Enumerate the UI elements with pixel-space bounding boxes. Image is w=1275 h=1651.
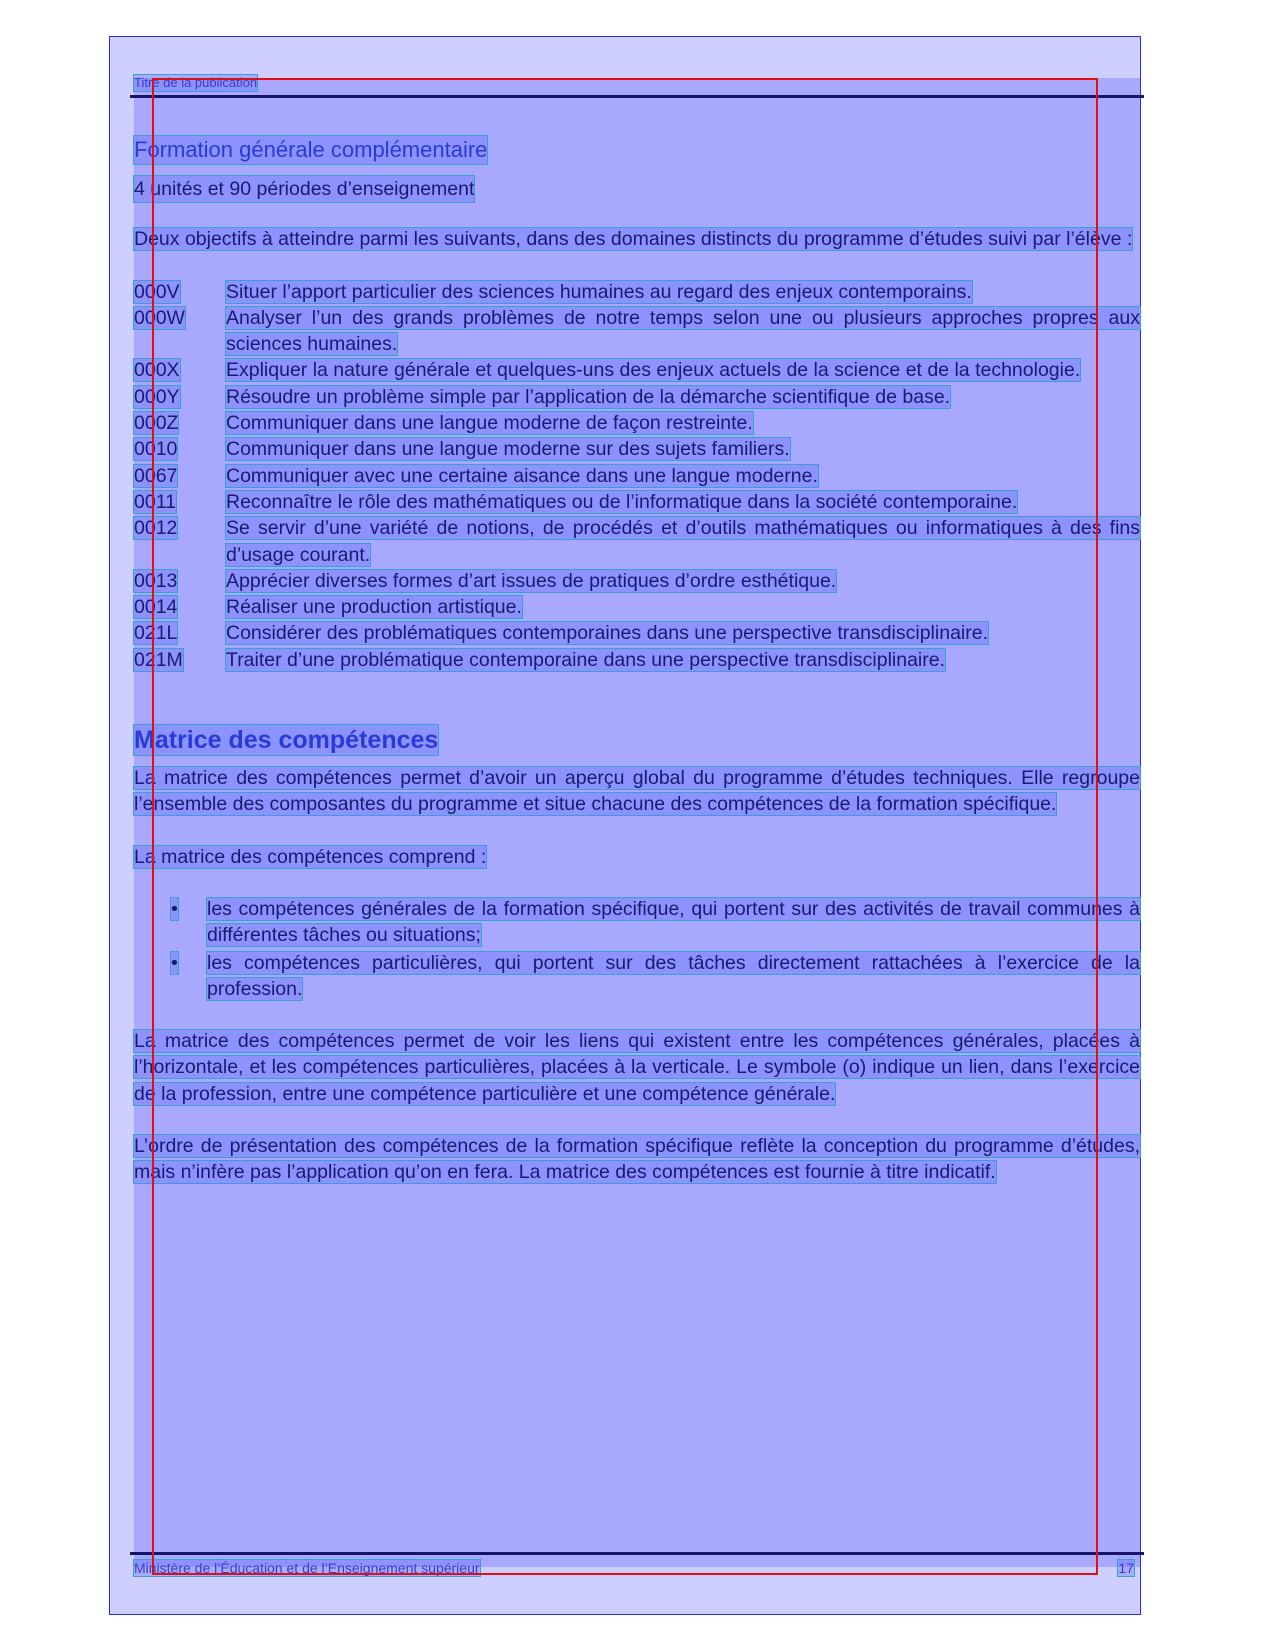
competency-code: 0012: [134, 517, 178, 540]
competency-text: Situer l’apport particulier des sciences humaines au regard des enjeux contemporains.: [226, 280, 972, 303]
page-number: 17: [1118, 1560, 1134, 1576]
competency-text: Apprécier diverses formes d’art issues de pratiques d’ordre esthétique.: [226, 569, 837, 592]
competency-text: Communiquer avec une certaine aisance dans une langue moderne.: [226, 464, 818, 487]
competency-text: Expliquer la nature générale et quelques-uns des enjeux actuels de la science et de la technologie.: [226, 359, 1081, 382]
competency-text: Réaliser une production artistique.: [226, 596, 522, 619]
bullet-text: les compétences particulières, qui portent sur des tâches directement rattachées à l’exercice de la profession.: [207, 951, 1140, 1000]
competency-row: [134, 410, 1140, 436]
matrice-paragraph-2: [134, 844, 1140, 870]
competency-row: [134, 568, 1140, 594]
competency-text: Communiquer dans une langue moderne de façon restreinte.: [226, 412, 753, 435]
matrice-paragraph-3-text: La matrice des compétences permet de voir les liens qui existent entre les compétences générales, placées à l’horizontale, et les compétences particulières, placées à la verticale. Le symbole (o) indique un lien, dans l’exercice de la profession, entre une compétence particulière et une compétence générale.: [134, 1030, 1140, 1105]
competency-row: [134, 647, 1140, 673]
list-item: [134, 950, 1140, 1003]
competency-row: [134, 305, 1140, 358]
bullet-icon: •: [171, 951, 178, 974]
competency-text: Se servir d’une variété de notions, de procédés et d’outils mathématiques ou informatiques à des fins d’usage courant.: [226, 517, 1140, 566]
matrice-paragraph-1: [134, 765, 1140, 818]
footer-rule: [130, 1552, 1144, 1555]
competency-row: [134, 436, 1140, 462]
footer-ministry: Ministère de l’Éducation et de l’Enseignement supérieur: [134, 1560, 480, 1576]
formation-subtitle: 4 unités et 90 périodes d’enseignement: [134, 176, 474, 202]
bullet-text: les compétences générales de la formation spécifique, qui portent sur des activités de travail communes à différentes tâches ou situations;: [207, 897, 1140, 947]
bullet-icon: •: [171, 897, 178, 920]
competency-code: 000X: [134, 359, 180, 382]
competency-code: 000Y: [134, 385, 180, 408]
competency-text: Traiter d’une problématique contemporaine dans une perspective transdisciplinaire.: [226, 648, 946, 671]
competency-text: Communiquer dans une langue moderne sur des sujets familiers.: [226, 438, 790, 461]
competency-row: [134, 594, 1140, 620]
formation-intro-text: Deux objectifs à atteindre parmi les suivants, dans des domaines distincts du programme d’études suivi par l’élève :: [134, 228, 1133, 251]
competency-code: 021L: [134, 622, 178, 645]
competency-code: 000W: [134, 306, 185, 329]
spacer: [134, 818, 1140, 844]
matrice-paragraph-2-text: La matrice des compétences comprend :: [134, 845, 487, 868]
formation-intro: [134, 226, 1140, 252]
competency-text: Considérer des problématiques contemporaines dans une perspective transdisciplinaire.: [226, 622, 989, 645]
competency-code: 0013: [134, 569, 178, 592]
competency-code: 000V: [134, 280, 180, 303]
competency-row: [134, 384, 1140, 410]
formation-title: Formation générale complémentaire: [134, 137, 488, 162]
competency-text: Analyser l’un des grands problèmes de notre temps selon une ou plusieurs approches propres aux sciences humaines.: [226, 306, 1140, 356]
list-item: [134, 896, 1140, 949]
competency-code: 0014: [134, 596, 178, 619]
spacer: [134, 1107, 1140, 1133]
competency-row: [134, 279, 1140, 305]
competency-code: 0011: [134, 490, 176, 513]
competency-row: [134, 489, 1140, 515]
competency-code: 0010: [134, 438, 178, 461]
competency-row: [134, 463, 1140, 489]
competency-row: [134, 515, 1140, 568]
competency-text: Reconnaître le rôle des mathématiques ou de l’informatique dans la société contemporaine.: [226, 490, 1018, 513]
competency-row: [134, 620, 1140, 646]
matrice-paragraph-3: [134, 1028, 1140, 1107]
competency-list: [134, 279, 1140, 673]
competency-row: [134, 357, 1140, 383]
matrice-paragraph-1-text: La matrice des compétences permet d’avoir un aperçu global du programme d’études techniques. Elle regroupe l’ensemble des composantes du programme et situe chacune des compétences de la formation spécifique.: [134, 767, 1140, 816]
competency-code: 000Z: [134, 412, 179, 435]
header-rule: [130, 95, 1144, 98]
competency-code: 021M: [134, 648, 183, 671]
matrice-heading: Matrice des compétences: [134, 726, 439, 755]
competency-text: Résoudre un problème simple par l’application de la démarche scientifique de base.: [226, 385, 951, 408]
matrice-paragraph-4: [134, 1133, 1140, 1186]
matrice-paragraph-4-text: L’ordre de présentation des compétences de la formation spécifique reflète la conception du programme d’études, mais n’infère pas l’application qu’on en fera. La matrice des compétences est fournie à titre indicatif.: [134, 1135, 1140, 1184]
spacer: [134, 253, 1140, 279]
competency-code: 0067: [134, 464, 178, 487]
running-title: Titre de la publication: [134, 75, 258, 90]
main-content: [134, 136, 1140, 1186]
matrice-bullet-list: [134, 896, 1140, 1002]
